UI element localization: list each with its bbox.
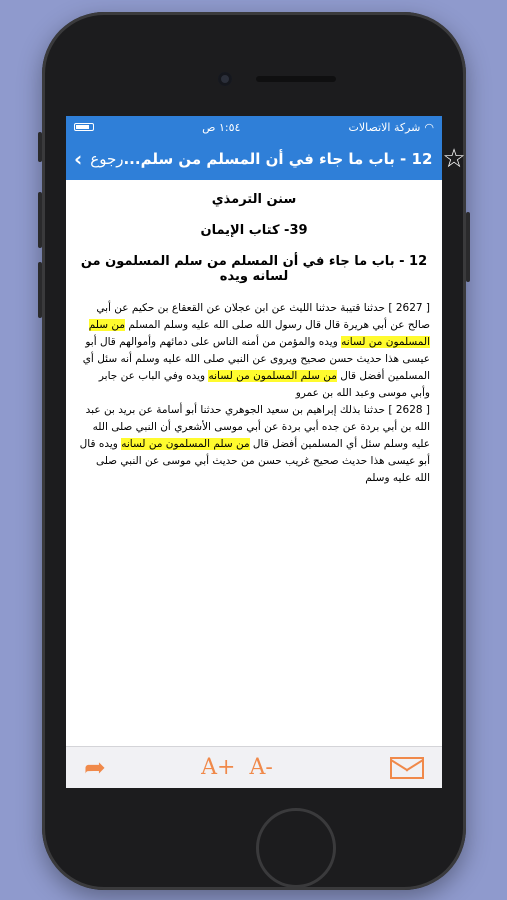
carrier-name: شركة الاتصالات [348, 120, 421, 134]
chevron-left-icon[interactable]: ‹ [74, 147, 83, 171]
earpiece-speaker [256, 76, 336, 82]
font-decrease-button[interactable]: A- [249, 755, 273, 780]
status-bar [66, 116, 442, 138]
navigation-bar [66, 138, 466, 180]
page-title: 12 - باب ما جاء في أن المسلم من سلم... [123, 150, 433, 168]
mail-icon[interactable] [390, 757, 424, 779]
back-button[interactable]: رجوع [90, 150, 124, 168]
power-button [466, 212, 470, 282]
status-right [349, 121, 434, 134]
highlighted-phrase: من سلم المسلمون من لسانه [88, 319, 430, 348]
status-time: ١:٥٤ ص [202, 120, 241, 134]
chapter-title: 39- كتاب الإيمان [200, 223, 308, 238]
front-camera [218, 72, 232, 86]
book-title: سنن الترمذي [211, 192, 297, 207]
hadith-2-text: [ 2628 ] حدثنا بذلك إبراهيم بن سعيد الجوهري حدثنا أبو أسامة عن بريد بن عبد الله بن أبي بردة عن جده أبي بردة عن أبي موسى الأشعري أن النبي صلى الله عليه وسلم سئل أي المسلمين أفضل قال [85, 404, 430, 450]
hadith-content [66, 180, 442, 495]
hadith-1-text: ويده والمؤمن من أمنه الناس على دمائهم وأموالهم قال أبو عيسى هذا حديث حسن صحيح ويروى عن النبي صلى الله عليه وسلم أنه سئل أي المسلمين أفضل قال [82, 336, 430, 382]
hadith-text [78, 300, 430, 487]
status-left [74, 123, 94, 131]
wifi-icon: ◠ [424, 120, 434, 134]
bottom-toolbar [66, 746, 442, 788]
hadith-1-text: ويده وفي الباب عن جابر وأبي موسى وعبد الله بن عمرو [98, 370, 430, 399]
volume-up-button [38, 192, 42, 248]
hadith-2-text: ويده قال أبو عيسى هذا حديث صحيح غريب حسن من حديث أبي موسى عن النبي صلى الله عليه وسلم [79, 438, 430, 484]
home-button[interactable] [256, 808, 336, 888]
app-screen [66, 116, 466, 788]
highlighted-phrase: من سلم المسلمون من لسانه [121, 438, 250, 450]
font-increase-button[interactable]: A+ [201, 755, 236, 780]
font-size-controls [124, 755, 350, 780]
highlighted-phrase: من سلم المسلمون من لسانه [208, 370, 337, 382]
volume-down-button [38, 262, 42, 318]
section-title: 12 - باب ما جاء في أن المسلم من سلم المسلمون من لسانه ويده [80, 254, 428, 284]
mute-switch [38, 132, 42, 162]
star-outline-icon[interactable]: ☆ [442, 144, 466, 174]
share-arrow-icon[interactable]: ➦ [84, 752, 106, 783]
hadith-1-text: [ 2627 ] حدثنا قتيبة حدثنا الليث عن ابن عجلان عن القعقاع بن حكيم عن أبي صالح عن أبي هريرة قال قال رسول الله صلى الله عليه وسلم المسلم [96, 302, 430, 331]
battery-icon [74, 123, 94, 131]
